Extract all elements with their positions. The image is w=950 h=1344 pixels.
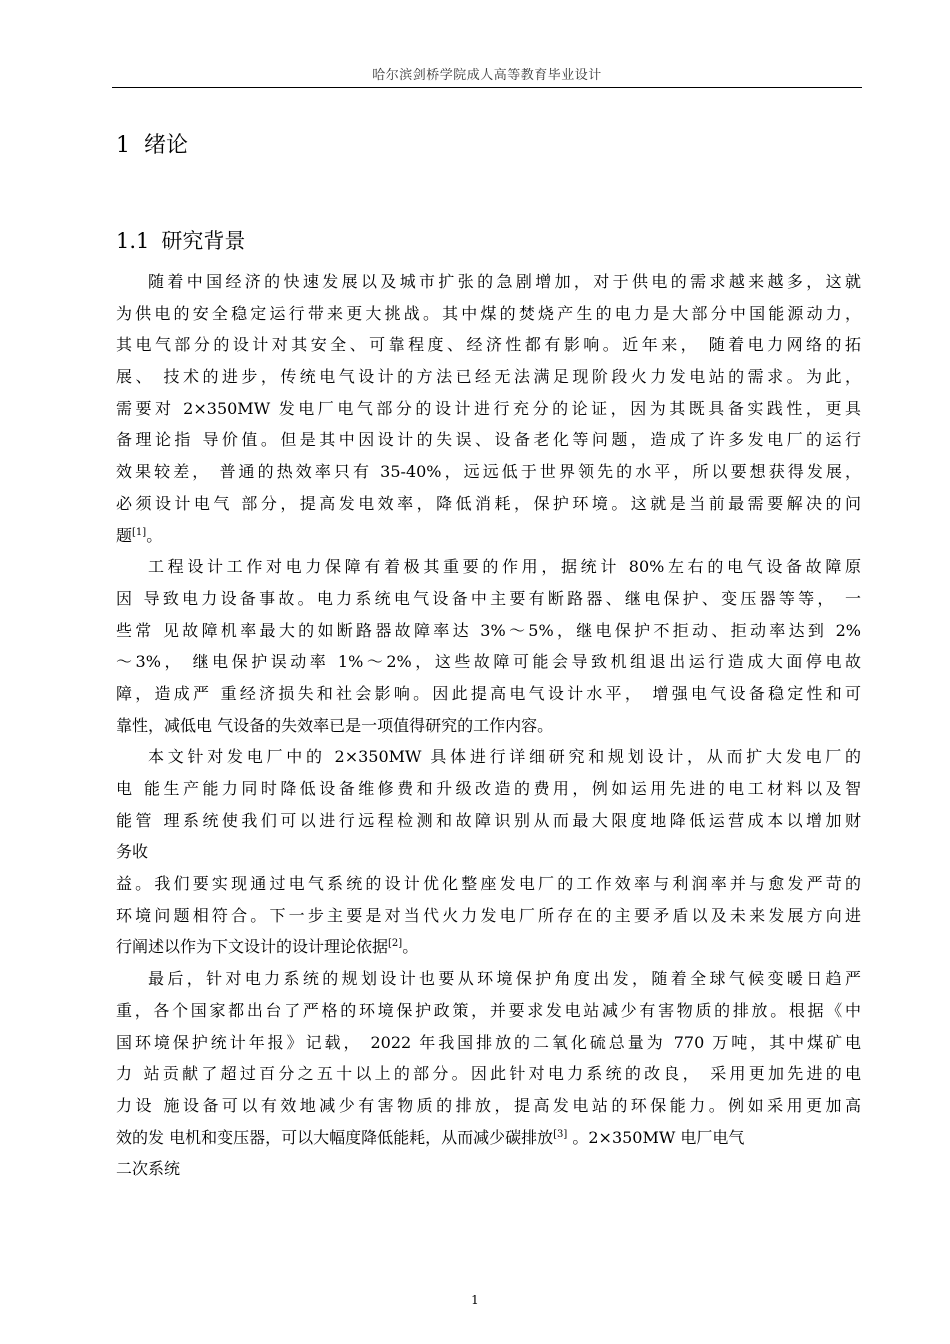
text-line: 为供电的安全稳定运行带来更大挑战。其中煤的焚烧产生的电力是大部分中国能源动力， [116,303,861,323]
line-text: 题 [116,525,133,545]
citation-ref: [1] [132,526,147,538]
text-line: 效果较差， 普通的热效率只有 35-40%，远远低于世界领先的水平，所以要想获得发展， [116,462,861,482]
text-line: 重，各个国家都出台了严格的环境保护政策，并要求发电站减少有害物质的排放。根据《中 [116,1000,861,1020]
chapter-number: 1 [116,133,130,158]
text-line: 电 能生产能力同时降低设备维修费和升级改造的费用，例如运用先进的电工材料以及智 [116,779,861,798]
text-line: 力 站贡献了超过百分之五十以上的部分。因此针对电力系统的改良， 采用更加先进的电 [116,1064,861,1084]
citation-ref: [3] [553,1128,568,1140]
text-line [116,1122,861,1154]
text-line: 二次系统 [116,1159,181,1179]
header-divider [112,87,862,88]
text-line: 需要对 2×350MW 发电厂电气部分的设计进行充分的论证，因为其既具备实践性，更具 [116,398,861,418]
text-line: 力设 施设备可以有效地减少有害物质的排放，提高发电站的环保能力。例如采用更加高 [116,1095,861,1115]
text-line: 本文针对发电厂中的 2×350MW 具体进行详细研究和规划设计，从而扩大发电厂的 [148,747,861,767]
text-line [116,520,861,552]
body-text [116,266,861,1185]
citation-ref: [2] [388,938,403,950]
text-line: 备理论指 导价值。但是其中因设计的失误、设备老化等问题，造成了许多发电厂的运行 [116,430,861,450]
text-line: ～3%， 继电保护误动率 1%～2%，这些故障可能会导致机组退出运行造成大面停电故 [116,652,861,672]
section-title: 研究背景 [161,229,246,253]
text-line: 益。我们要实现通过电气系统的设计优化整座发电厂的工作效率与利润率并与愈发严苛的 [116,874,861,894]
line-text: 。 [146,525,163,545]
text-line: 国环境保护统计年报》记载， 2022 年我国排放的二氧化硫总量为 770 万吨，其中煤矿电 [116,1032,861,1052]
text-line: 障，造成严 重经济损失和社会影响。因此提高电气设计水平， 增强电气设备稳定性和可 [116,683,861,703]
line-text: 效的发 电机和变压器，可以大幅度降低能耗，从而减少碳排放 [116,1127,554,1147]
page-header: 哈尔滨剑桥学院成人高等教育毕业设计 [372,68,602,83]
paragraph [116,551,861,741]
paragraph [116,868,861,963]
text-line: 些常 见故障机率最大的如断路器故障率达 3%～5%，继电保护不拒动、拒动率达到 2% [116,620,861,640]
text-line: 能管 理系统使我们可以进行远程检测和故障识别从而最大限度地降低运营成本以增加财 [116,810,861,830]
text-line: 因 导致电力设备事故。电力系统电气设备中主要有断路器、继电保护、变压器等等， 一 [116,588,861,608]
section-number: 1.1 [116,229,150,253]
chapter-title: 绪论 [144,133,189,158]
text-line: 其电气部分的设计对其安全、可靠程度、经济性都有影响。近年来， 随着电力网络的拓 [116,335,861,355]
line-text: 。 [402,937,419,957]
page-number: 1 [471,1293,479,1307]
text-line: 展、 技术的进步，传统电气设计的方法已经无法满足现阶段火力发电站的需求。为此， [116,367,861,387]
text-line: 最后，针对电力系统的规划设计也要从环境保护角度出发，随着全球气候变暖日趋严 [148,969,861,989]
text-line: 务收 [116,842,149,862]
text-line: 环境问题相符合。下一步主要是对当代火力发电厂所存在的主要矛盾以及未来发展方向进 [116,905,861,925]
paragraph [116,963,861,1185]
paragraph [116,741,861,868]
text-line: 随着中国经济的快速发展以及城市扩张的急剧增加，对于供电的需求越来越多，这就 [148,272,861,291]
line-text: 行阐述以作为下文设计的设计理论依据 [116,937,389,957]
text-line: 工程设计工作对电力保障有着极其重要的作用，据统计 80%左右的电气设备故障原 [148,557,861,577]
text-line: 必须设计电气 部分，提高发电效率，降低消耗，保护环境。这就是当前最需要解决的问 [116,493,861,513]
text-line [116,931,861,963]
chapter-heading [116,128,188,159]
text-line: 靠性，减低电 气设备的失效率已是一项值得研究的工作内容。 [116,715,554,735]
paragraph [116,266,861,551]
section-heading [116,225,245,255]
line-text: 。2×350MW 电厂电气 [567,1127,745,1147]
